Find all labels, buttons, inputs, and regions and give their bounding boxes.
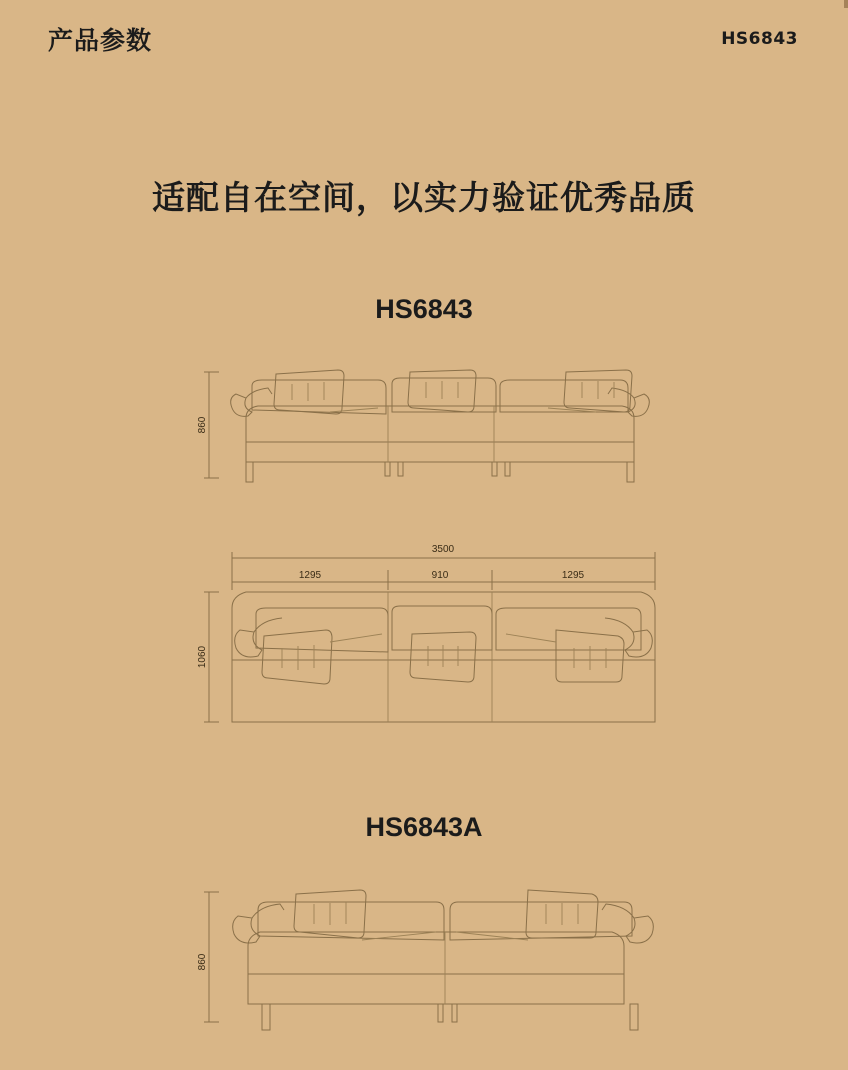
dimension-segments [232,570,655,590]
dimension-height-860 [197,892,219,1022]
headline: 适配自在空间，以实力验证优秀品质 [152,178,696,217]
page-header [0,0,848,78]
pillow-left [294,890,366,938]
dimension-label-segment-left: 1295 [298,570,322,581]
sofa-top-view-drawing [0,530,848,780]
figure-hs6843-top-view [0,530,848,780]
dimension-label-segment-right: 1295 [561,570,585,581]
sofa-front-view-drawing [0,350,848,510]
pillow-left [262,630,332,684]
model-title-hs6843: HS6843 [375,294,473,324]
dimension-label-height: 860 [197,416,208,434]
model-title-hs6843a: HS6843A [365,812,483,842]
pillow-center [410,632,476,682]
pillow-right [526,890,598,938]
figure-hs6843-front-view [0,350,848,510]
figure-hs6843a-front-view [0,870,848,1050]
dimension-depth-1060 [197,592,219,722]
pillow-left [274,370,344,414]
sofa-outline [231,370,650,482]
dimension-label-segment-center: 910 [431,570,449,581]
dimension-height-860 [197,372,219,478]
page-title: 产品参数 [48,26,153,55]
sofa-top-outline [232,592,655,722]
pillow-right [556,630,624,682]
dimension-label-depth: 1060 [197,645,208,669]
dimension-label-height: 860 [197,953,208,971]
header-product-code: HS6843 [721,29,798,49]
sofa-a-front-view-drawing [0,870,848,1050]
sofa-outline [233,890,654,1030]
dimension-label-total-width: 3500 [431,544,455,555]
